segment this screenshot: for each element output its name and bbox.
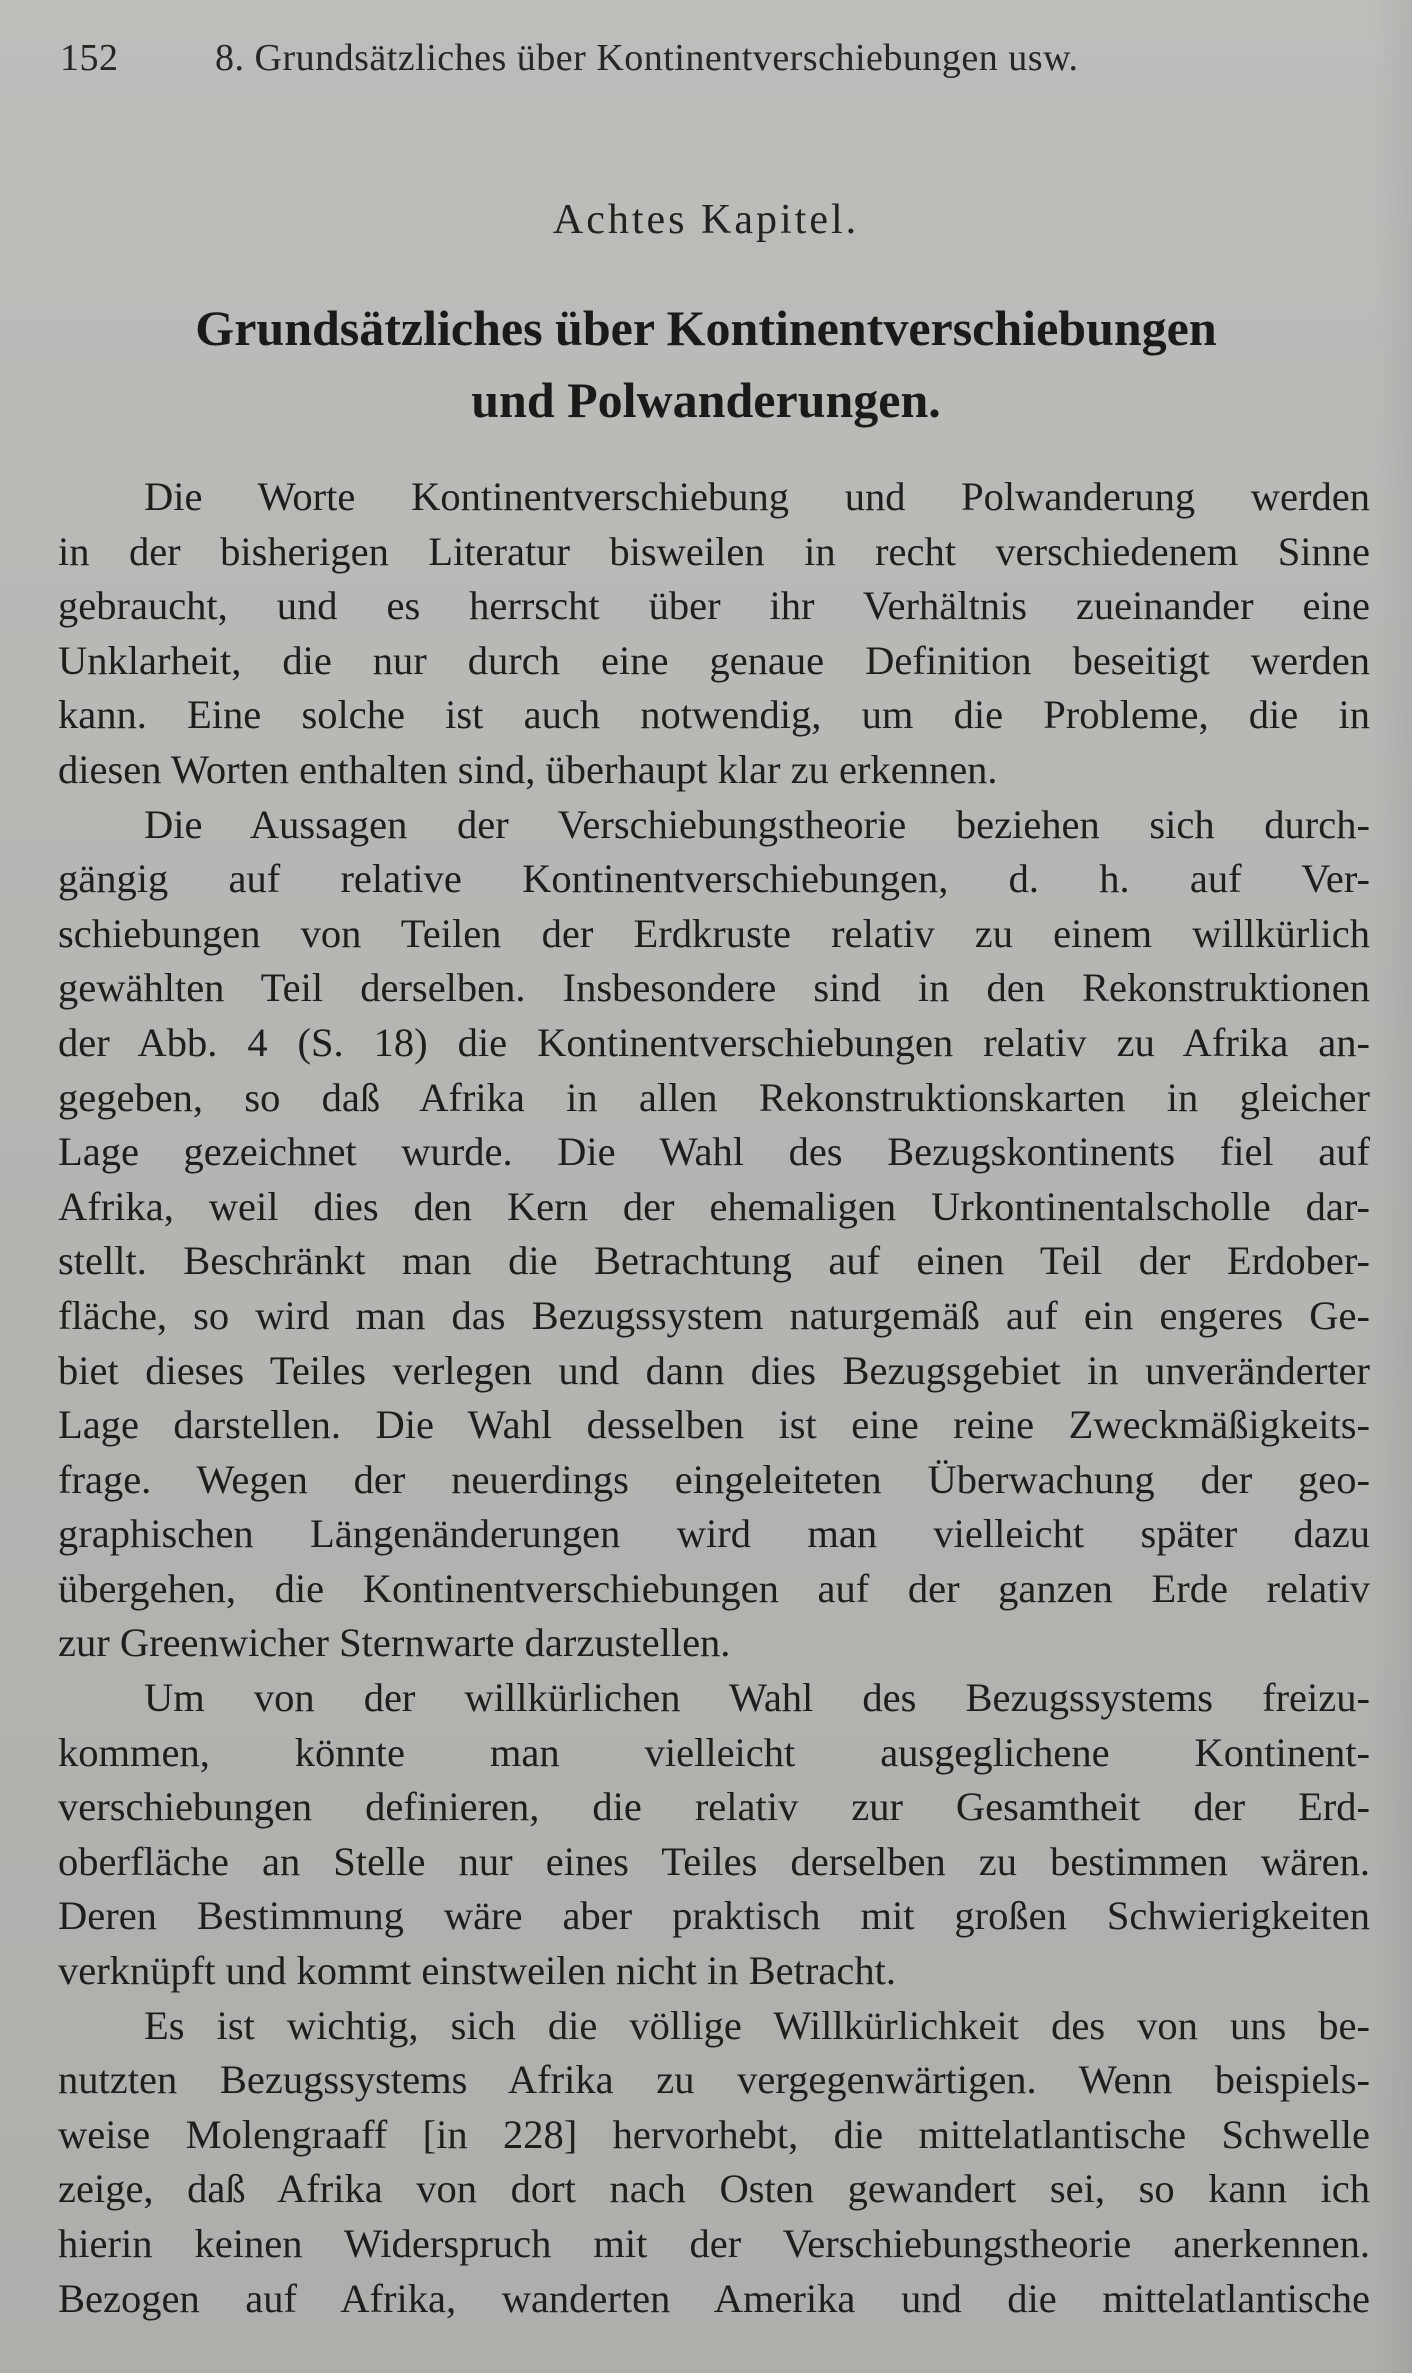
- chapter-label: Achtes Kapitel.: [552, 197, 860, 243]
- text-line: gegeben, so daß Afrika in allen Rekonstruktionskarten in gleicher: [58, 1074, 1370, 1120]
- text-line: Bezogen auf Afrika, wanderten Amerika und die mittelatlantische: [58, 2275, 1370, 2321]
- text-line: oberfläche an Stelle nur eines Teiles derselben zu bestimmen wären.: [58, 1838, 1370, 1884]
- chapter-title-line-2: und Polwanderungen.: [471, 372, 941, 428]
- chapter-title: [80, 292, 1332, 436]
- text-line: Um von der willkürlichen Wahl des Bezugssystems freizu-: [144, 1675, 1370, 1721]
- text-line: kann. Eine solche ist auch notwendig, um die Probleme, die in: [58, 692, 1370, 738]
- text-line: hierin keinen Widerspruch mit der Verschiebungstheorie anerkennen.: [58, 2221, 1370, 2266]
- text-line: Die Aussagen der Verschiebungstheorie beziehen sich durch-: [144, 801, 1370, 847]
- text-line: gewählten Teil derselben. Insbesondere sind in den Rekonstruktionen: [58, 965, 1370, 1011]
- text-line: zeige, daß Afrika von dort nach Osten gewandert sei, so kann ich: [58, 2166, 1370, 2212]
- text-line: gebraucht, und es herrscht über ihr Verhältnis zueinander eine: [58, 583, 1370, 629]
- text-line: gängig auf relative Kontinentverschiebungen, d. h. auf Ver-: [58, 856, 1370, 902]
- text-line: nutzten Bezugssystems Afrika zu vergegenwärtigen. Wenn beispiels-: [58, 2057, 1370, 2103]
- running-head: [60, 36, 1079, 80]
- text-line: in der bisherigen Literatur bisweilen in recht verschiedenem Sinne: [58, 528, 1370, 574]
- paragraph-3: [58, 1671, 1370, 1999]
- page-edge-shadow: [1372, 0, 1412, 2373]
- text-line: fläche, so wird man das Bezugssystem naturgemäß auf ein engeres Ge-: [58, 1292, 1370, 1338]
- text-line: stellt. Beschränkt man die Betrachtung auf einen Teil der Erdober-: [58, 1238, 1370, 1284]
- text-line: übergehen, die Kontinentverschiebungen auf der ganzen Erde relativ: [58, 1565, 1370, 1611]
- text-line: der Abb. 4 (S. 18) die Kontinentverschiebungen relativ zu Afrika an-: [58, 1019, 1370, 1065]
- text-line: Lage gezeichnet wurde. Die Wahl des Bezugskontinents fiel auf: [58, 1129, 1370, 1175]
- text-line: Die Worte Kontinentverschiebung und Polwanderung werden: [144, 474, 1370, 519]
- text-line: Afrika, weil dies den Kern der ehemaligen Urkontinentalscholle dar-: [58, 1183, 1370, 1229]
- text-line: verknüpft und kommt einstweilen nicht in Betracht.: [58, 1948, 896, 1994]
- text-line: Unklarheit, die nur durch eine genaue Definition beseitigt werden: [58, 637, 1370, 683]
- text-line: zur Greenwicher Sternwarte darzustellen.: [58, 1620, 731, 1666]
- paragraph-1: [58, 470, 1370, 798]
- chapter-title-line-1: Grundsätzliches über Kontinentverschiebungen: [195, 300, 1217, 356]
- text-line: verschiebungen definieren, die relativ zur Gesamtheit der Erd-: [58, 1784, 1370, 1830]
- text-line: Lage darstellen. Die Wahl desselben ist eine reine Zweckmäßigkeits-: [58, 1402, 1370, 1448]
- text-line: schiebungen von Teilen der Erdkruste relativ zu einem willkürlich: [58, 910, 1370, 956]
- running-head-title: 8. Grundsätzliches über Kontinentverschiebungen usw.: [215, 37, 1079, 79]
- text-line: biet dieses Teiles verlegen und dann dies Bezugsgebiet in unveränderter: [58, 1347, 1370, 1393]
- text-line: Es ist wichtig, sich die völlige Willkürlichkeit des von uns be-: [144, 2002, 1370, 2048]
- paragraph-2: [58, 798, 1370, 1672]
- paragraph-4: [58, 1999, 1370, 2327]
- text-line: diesen Worten enthalten sind, überhaupt klar zu erkennen.: [58, 746, 998, 792]
- body-text: [58, 470, 1370, 2326]
- text-line: kommen, könnte man vielleicht ausgeglichene Kontinent-: [58, 1729, 1370, 1775]
- text-line: weise Molengraaff [in 228] hervorhebt, die mittelatlantische Schwelle: [58, 2111, 1370, 2157]
- text-line: graphischen Längenänderungen wird man vielleicht später dazu: [58, 1511, 1370, 1557]
- text-line: frage. Wegen der neuerdings eingeleiteten Überwachung der geo-: [58, 1456, 1370, 1502]
- page-number: 152: [60, 37, 119, 79]
- text-line: Deren Bestimmung wäre aber praktisch mit großen Schwierigkeiten: [58, 1893, 1370, 1939]
